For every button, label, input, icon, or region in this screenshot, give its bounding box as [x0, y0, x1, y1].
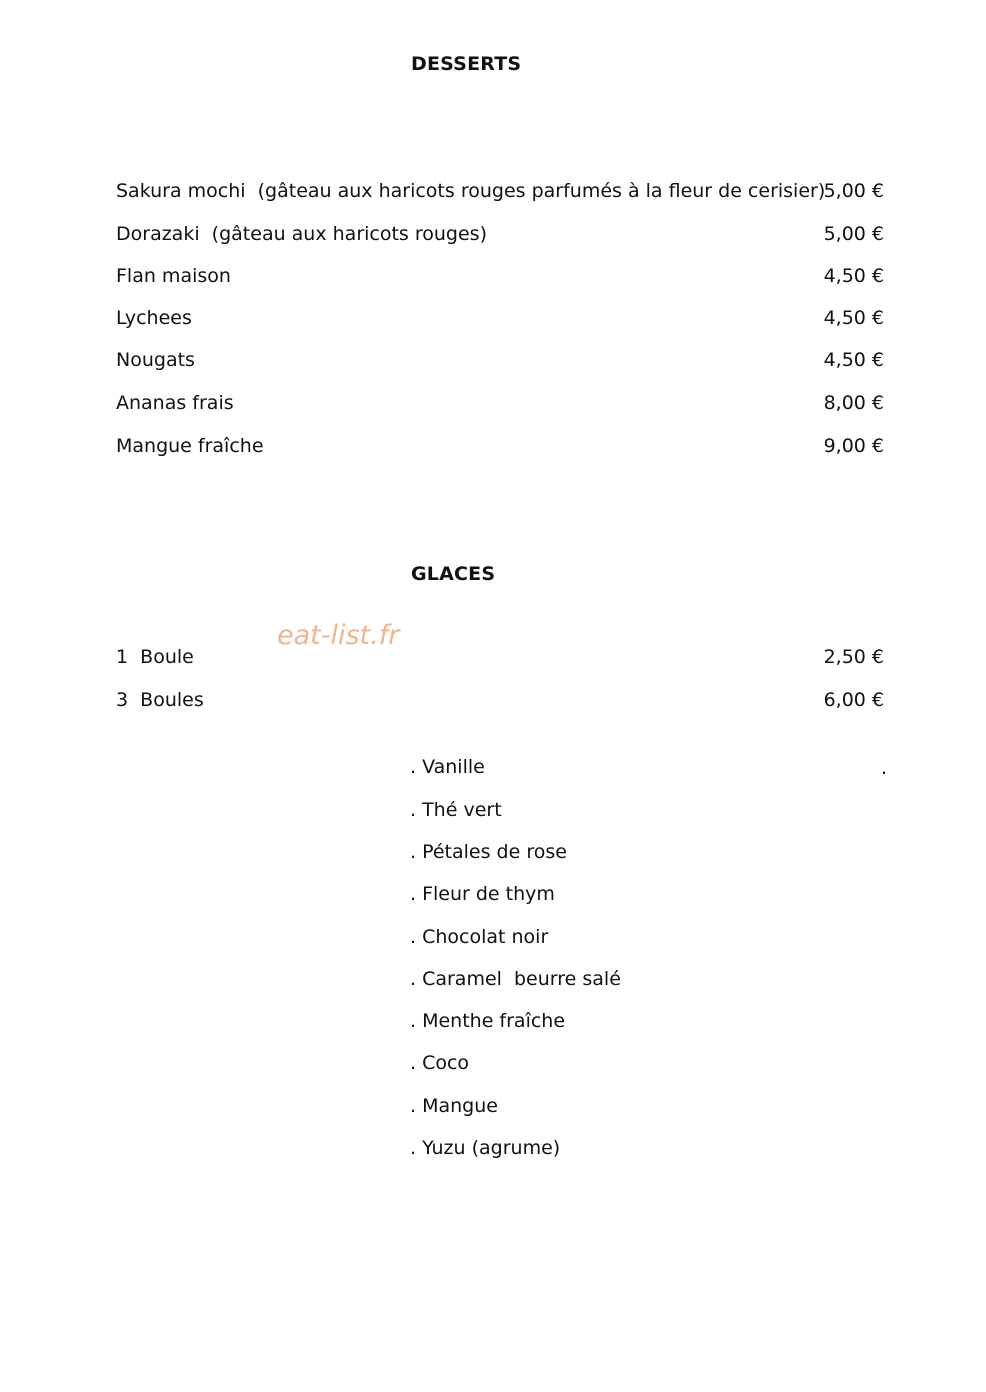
dessert-price: 9,00 € [823, 435, 884, 457]
dessert-name: Flan maison [116, 265, 231, 287]
flavor-item: . Coco [410, 1052, 470, 1074]
dessert-price: 4,50 € [823, 349, 884, 371]
dessert-price: 5,00 € [823, 180, 884, 202]
flavor-item: . Chocolat noir [410, 926, 549, 948]
stray-dot: . [881, 757, 888, 779]
flavor-item: . Caramel beurre salé [410, 968, 621, 990]
flavor-item: . Thé vert [410, 799, 502, 821]
flavor-item: . Pétales de rose [410, 841, 567, 863]
dessert-price: 4,50 € [823, 265, 884, 287]
desserts-heading: DESSERTS [411, 53, 522, 75]
dessert-price: 4,50 € [823, 307, 884, 329]
dessert-name: Lychees [116, 307, 192, 329]
flavor-item: . Fleur de thym [410, 883, 555, 905]
scoop-label: 1 Boule [116, 646, 194, 668]
dessert-item [116, 346, 884, 374]
glaces-heading: GLACES [411, 563, 496, 585]
flavor-item: . Mangue [410, 1095, 498, 1117]
dessert-item [116, 220, 884, 248]
scoop-price: 2,50 € [823, 646, 884, 668]
flavor-item: . Menthe fraîche [410, 1010, 566, 1032]
dessert-item [116, 177, 884, 205]
dessert-item [116, 432, 884, 460]
watermark-logo: eat-list.fr [277, 620, 400, 651]
dessert-price: 8,00 € [823, 392, 884, 414]
dessert-name: Sakura mochi (gâteau aux haricots rouges parfumés à la fleur de cerisier) [116, 180, 826, 202]
scoop-price: 6,00 € [823, 689, 884, 711]
dessert-item [116, 389, 884, 417]
dessert-item [116, 304, 884, 332]
dessert-name: Mangue fraîche [116, 435, 264, 457]
dessert-name: Nougats [116, 349, 195, 371]
scoop-option [116, 686, 884, 714]
dessert-price: 5,00 € [823, 223, 884, 245]
scoop-option [116, 643, 884, 671]
dessert-name: Dorazaki (gâteau aux haricots rouges) [116, 223, 487, 245]
dessert-item [116, 262, 884, 290]
scoop-label: 3 Boules [116, 689, 204, 711]
dessert-name: Ananas frais [116, 392, 234, 414]
flavor-item: . Vanille [410, 756, 485, 778]
flavor-item: . Yuzu (agrume) [410, 1137, 561, 1159]
